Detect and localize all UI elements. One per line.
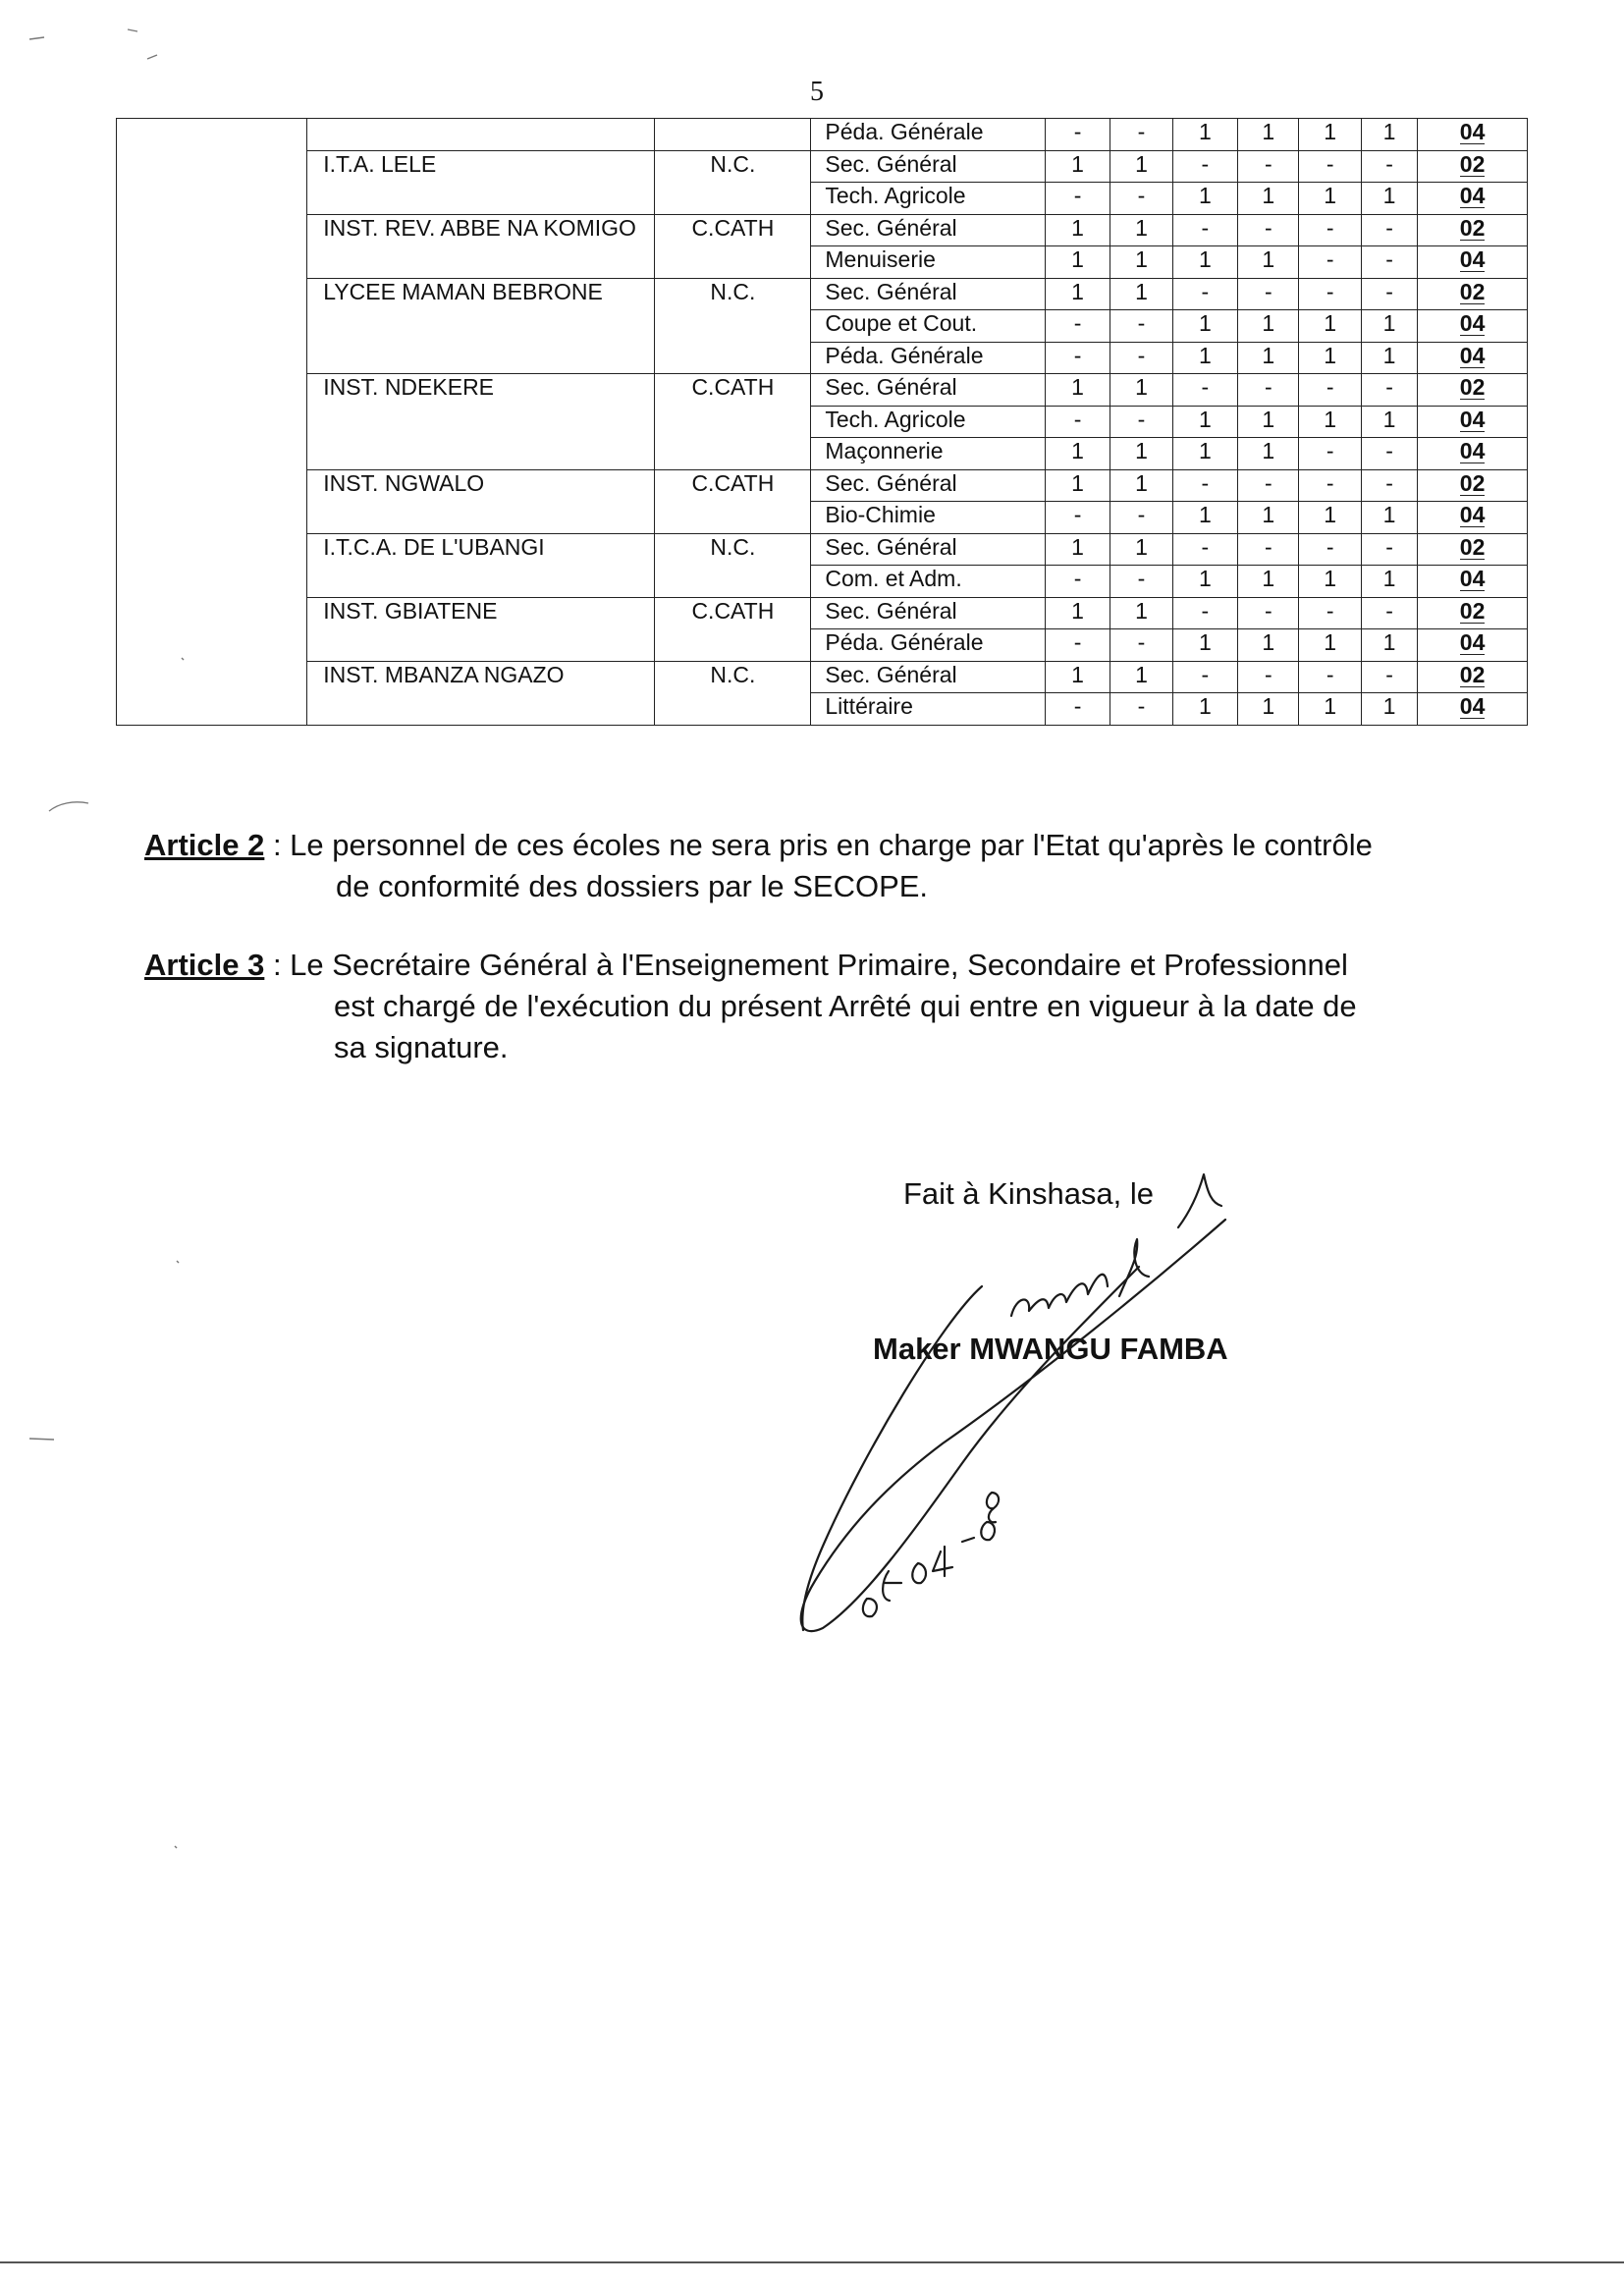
school-name-cell: I.T.A. LELE <box>307 150 655 214</box>
class-count-cell: - <box>1045 119 1110 151</box>
total-cell <box>1418 214 1528 246</box>
class-count-cell: 1 <box>1172 438 1237 470</box>
total-cell <box>1418 183 1528 215</box>
option-cell: Sec. Général <box>811 214 1045 246</box>
option-cell: Péda. Générale <box>811 342 1045 374</box>
regime-cell: N.C. <box>655 150 811 214</box>
class-count-cell: 1 <box>1045 597 1110 629</box>
class-count-cell: 1 <box>1172 246 1237 279</box>
total-value: 02 <box>1459 214 1486 241</box>
school-name-cell: INST. GBIATENE <box>307 597 655 661</box>
class-count-cell: - <box>1110 502 1172 534</box>
schools-table <box>116 118 1528 726</box>
class-count-cell: - <box>1172 150 1237 183</box>
class-count-cell: 1 <box>1045 661 1110 693</box>
option-cell: Sec. Général <box>811 374 1045 407</box>
class-count-cell: 1 <box>1238 310 1299 343</box>
article-2-text-line-2: de conformité des dossiers par le SECOPE. <box>336 869 929 903</box>
class-count-cell: - <box>1172 278 1237 310</box>
total-cell <box>1418 374 1528 407</box>
table-row <box>117 374 1528 407</box>
class-count-cell: - <box>1361 214 1417 246</box>
option-cell: Menuiserie <box>811 246 1045 279</box>
class-count-cell: - <box>1361 374 1417 407</box>
total-cell <box>1418 438 1528 470</box>
total-cell <box>1418 533 1528 566</box>
class-count-cell: - <box>1361 533 1417 566</box>
regime-cell: N.C. <box>655 661 811 725</box>
article-2 <box>144 825 1499 907</box>
total-value: 04 <box>1459 438 1486 463</box>
class-count-cell: - <box>1238 533 1299 566</box>
class-count-cell: 1 <box>1045 214 1110 246</box>
option-cell: Com. et Adm. <box>811 566 1045 598</box>
class-count-cell: 1 <box>1238 438 1299 470</box>
total-cell <box>1418 566 1528 598</box>
class-count-cell: 1 <box>1172 566 1237 598</box>
class-count-cell: - <box>1299 374 1361 407</box>
regime-cell: C.CATH <box>655 469 811 533</box>
class-count-cell: 1 <box>1172 406 1237 438</box>
class-count-cell: 1 <box>1238 406 1299 438</box>
class-count-cell: - <box>1299 469 1361 502</box>
table-row <box>117 214 1528 246</box>
class-count-cell: - <box>1110 183 1172 215</box>
total-cell <box>1418 661 1528 693</box>
total-cell <box>1418 310 1528 343</box>
class-count-cell: 1 <box>1238 246 1299 279</box>
total-value: 02 <box>1459 533 1486 560</box>
class-count-cell: - <box>1238 661 1299 693</box>
class-count-cell: 1 <box>1238 502 1299 534</box>
class-count-cell: 1 <box>1238 566 1299 598</box>
option-cell: Péda. Générale <box>811 629 1045 662</box>
class-count-cell: - <box>1361 469 1417 502</box>
class-count-cell: - <box>1172 469 1237 502</box>
article-3-text-line-2: est chargé de l'exécution du présent Arrêté qui entre en vigueur à la date de <box>334 989 1357 1023</box>
class-count-cell: - <box>1361 278 1417 310</box>
class-count-cell: - <box>1299 246 1361 279</box>
class-count-cell: 1 <box>1045 374 1110 407</box>
class-count-cell: 1 <box>1361 310 1417 343</box>
option-cell: Sec. Général <box>811 661 1045 693</box>
option-cell: Sec. Général <box>811 533 1045 566</box>
article-2-label: Article 2 <box>144 828 265 862</box>
class-count-cell: - <box>1238 374 1299 407</box>
regime-cell: C.CATH <box>655 374 811 470</box>
class-count-cell: 1 <box>1110 374 1172 407</box>
class-count-cell: - <box>1172 533 1237 566</box>
class-count-cell: - <box>1045 566 1110 598</box>
total-cell <box>1418 693 1528 726</box>
class-count-cell: - <box>1299 597 1361 629</box>
signatory-name: Maker MWANGU FAMBA <box>873 1332 1228 1366</box>
class-count-cell: 1 <box>1238 342 1299 374</box>
class-count-cell: 1 <box>1238 629 1299 662</box>
class-count-cell: 1 <box>1299 629 1361 662</box>
class-count-cell: 1 <box>1110 246 1172 279</box>
class-count-cell: 1 <box>1172 502 1237 534</box>
total-value: 04 <box>1459 183 1486 208</box>
class-count-cell: 1 <box>1045 278 1110 310</box>
table-row <box>117 150 1528 183</box>
class-count-cell: 1 <box>1299 342 1361 374</box>
table-row <box>117 597 1528 629</box>
class-count-cell: - <box>1045 310 1110 343</box>
total-value: 02 <box>1459 661 1486 687</box>
class-count-cell: 1 <box>1045 533 1110 566</box>
table-body <box>117 119 1528 726</box>
total-cell <box>1418 502 1528 534</box>
total-value: 04 <box>1459 119 1486 144</box>
class-count-cell: 1 <box>1110 438 1172 470</box>
class-count-cell: 1 <box>1045 438 1110 470</box>
class-count-cell: 1 <box>1361 183 1417 215</box>
class-count-cell: - <box>1238 278 1299 310</box>
table-row <box>117 469 1528 502</box>
class-count-cell: 1 <box>1299 693 1361 726</box>
class-count-cell: 1 <box>1110 469 1172 502</box>
class-count-cell: - <box>1299 278 1361 310</box>
class-count-cell: 1 <box>1045 469 1110 502</box>
class-count-cell: 1 <box>1172 183 1237 215</box>
class-count-cell: 1 <box>1045 246 1110 279</box>
total-value: 04 <box>1459 246 1486 272</box>
article-3-text-line-1: : Le Secrétaire Général à l'Enseignement Primaire, Secondaire et Professionnel <box>264 948 1348 982</box>
class-count-cell: - <box>1361 597 1417 629</box>
school-name-cell <box>307 119 655 151</box>
class-count-cell: 1 <box>1238 119 1299 151</box>
school-name-cell: INST. NGWALO <box>307 469 655 533</box>
class-count-cell: - <box>1299 438 1361 470</box>
option-cell: Maçonnerie <box>811 438 1045 470</box>
page-number: 5 <box>810 77 824 107</box>
class-count-cell: - <box>1238 469 1299 502</box>
place-date: Fait à Kinshasa, le <box>903 1176 1155 1211</box>
class-count-cell: - <box>1361 661 1417 693</box>
table-row <box>117 278 1528 310</box>
class-count-cell: - <box>1045 183 1110 215</box>
class-count-cell: 1 <box>1299 183 1361 215</box>
class-count-cell: - <box>1045 502 1110 534</box>
class-count-cell: - <box>1361 438 1417 470</box>
class-count-cell: 1 <box>1172 693 1237 726</box>
class-count-cell: - <box>1110 342 1172 374</box>
class-count-cell: - <box>1299 533 1361 566</box>
class-count-cell: 1 <box>1172 629 1237 662</box>
total-cell <box>1418 342 1528 374</box>
option-cell: Tech. Agricole <box>811 406 1045 438</box>
school-name-cell: INST. NDEKERE <box>307 374 655 470</box>
class-count-cell: 1 <box>1172 310 1237 343</box>
class-count-cell: 1 <box>1361 629 1417 662</box>
total-value: 04 <box>1459 342 1486 368</box>
total-cell <box>1418 469 1528 502</box>
class-count-cell: - <box>1110 629 1172 662</box>
class-count-cell: - <box>1110 406 1172 438</box>
class-count-cell: 1 <box>1110 214 1172 246</box>
article-3 <box>144 945 1499 1068</box>
class-count-cell: 1 <box>1299 406 1361 438</box>
regime-cell <box>655 119 811 151</box>
class-count-cell: - <box>1172 374 1237 407</box>
total-value: 02 <box>1459 278 1486 304</box>
regime-cell: N.C. <box>655 278 811 374</box>
class-count-cell: 1 <box>1299 566 1361 598</box>
class-count-cell: 1 <box>1110 278 1172 310</box>
class-count-cell: 1 <box>1110 597 1172 629</box>
total-cell <box>1418 629 1528 662</box>
total-cell <box>1418 278 1528 310</box>
table-row <box>117 533 1528 566</box>
option-cell: Sec. Général <box>811 469 1045 502</box>
option-cell: Sec. Général <box>811 278 1045 310</box>
article-3-label: Article 3 <box>144 948 265 982</box>
class-count-cell: - <box>1172 661 1237 693</box>
class-count-cell: 1 <box>1299 119 1361 151</box>
class-count-cell: - <box>1299 150 1361 183</box>
school-name-cell: I.T.C.A. DE L'UBANGI <box>307 533 655 597</box>
total-value: 04 <box>1459 310 1486 336</box>
total-value: 02 <box>1459 150 1486 177</box>
class-count-cell: - <box>1172 214 1237 246</box>
class-count-cell: 1 <box>1361 502 1417 534</box>
school-name-cell: INST. REV. ABBE NA KOMIGO <box>307 214 655 278</box>
class-count-cell: - <box>1238 150 1299 183</box>
class-count-cell: - <box>1172 597 1237 629</box>
total-cell <box>1418 246 1528 279</box>
class-count-cell: 1 <box>1110 661 1172 693</box>
option-cell: Sec. Général <box>811 150 1045 183</box>
option-cell: Sec. Général <box>811 597 1045 629</box>
region-cell <box>117 119 307 726</box>
class-count-cell: - <box>1110 693 1172 726</box>
option-cell: Bio-Chimie <box>811 502 1045 534</box>
total-value: 04 <box>1459 406 1486 432</box>
total-value: 04 <box>1459 629 1486 655</box>
class-count-cell: - <box>1299 214 1361 246</box>
option-cell: Péda. Générale <box>811 119 1045 151</box>
article-3-text-line-3: sa signature. <box>334 1030 509 1064</box>
class-count-cell: 1 <box>1238 693 1299 726</box>
class-count-cell: - <box>1361 150 1417 183</box>
option-cell: Coupe et Cout. <box>811 310 1045 343</box>
class-count-cell: 1 <box>1110 533 1172 566</box>
class-count-cell: 1 <box>1045 150 1110 183</box>
total-cell <box>1418 119 1528 151</box>
total-cell <box>1418 406 1528 438</box>
class-count-cell: - <box>1238 597 1299 629</box>
class-count-cell: 1 <box>1172 119 1237 151</box>
class-count-cell: 1 <box>1361 406 1417 438</box>
class-count-cell: 1 <box>1361 119 1417 151</box>
regime-cell: C.CATH <box>655 597 811 661</box>
class-count-cell: - <box>1238 214 1299 246</box>
class-count-cell: - <box>1045 406 1110 438</box>
class-count-cell: 1 <box>1361 693 1417 726</box>
class-count-cell: 1 <box>1172 342 1237 374</box>
total-value: 02 <box>1459 597 1486 624</box>
article-2-text-line-1: : Le personnel de ces écoles ne sera pris en charge par l'Etat qu'après le contrôle <box>264 828 1373 862</box>
class-count-cell: 1 <box>1299 502 1361 534</box>
option-cell: Littéraire <box>811 693 1045 726</box>
article-2-first-line <box>144 825 1499 866</box>
class-count-cell: 1 <box>1361 342 1417 374</box>
article-3-first-line <box>144 945 1499 986</box>
option-cell: Tech. Agricole <box>811 183 1045 215</box>
footer-rule <box>0 2261 1624 2263</box>
class-count-cell: 1 <box>1299 310 1361 343</box>
regime-cell: N.C. <box>655 533 811 597</box>
class-count-cell: - <box>1110 566 1172 598</box>
regime-cell: C.CATH <box>655 214 811 278</box>
class-count-cell: - <box>1045 629 1110 662</box>
total-value: 02 <box>1459 374 1486 400</box>
class-count-cell: - <box>1045 342 1110 374</box>
table-row <box>117 119 1528 151</box>
school-name-cell: INST. MBANZA NGAZO <box>307 661 655 725</box>
table-row <box>117 661 1528 693</box>
total-value: 04 <box>1459 566 1486 591</box>
class-count-cell: 1 <box>1110 150 1172 183</box>
class-count-cell: - <box>1110 119 1172 151</box>
total-cell <box>1418 150 1528 183</box>
total-value: 02 <box>1459 469 1486 496</box>
school-name-cell: LYCEE MAMAN BEBRONE <box>307 278 655 374</box>
class-count-cell: 1 <box>1238 183 1299 215</box>
class-count-cell: - <box>1299 661 1361 693</box>
class-count-cell: - <box>1045 693 1110 726</box>
total-value: 04 <box>1459 502 1486 527</box>
total-cell <box>1418 597 1528 629</box>
class-count-cell: - <box>1110 310 1172 343</box>
total-value: 04 <box>1459 693 1486 719</box>
class-count-cell: - <box>1361 246 1417 279</box>
class-count-cell: 1 <box>1361 566 1417 598</box>
